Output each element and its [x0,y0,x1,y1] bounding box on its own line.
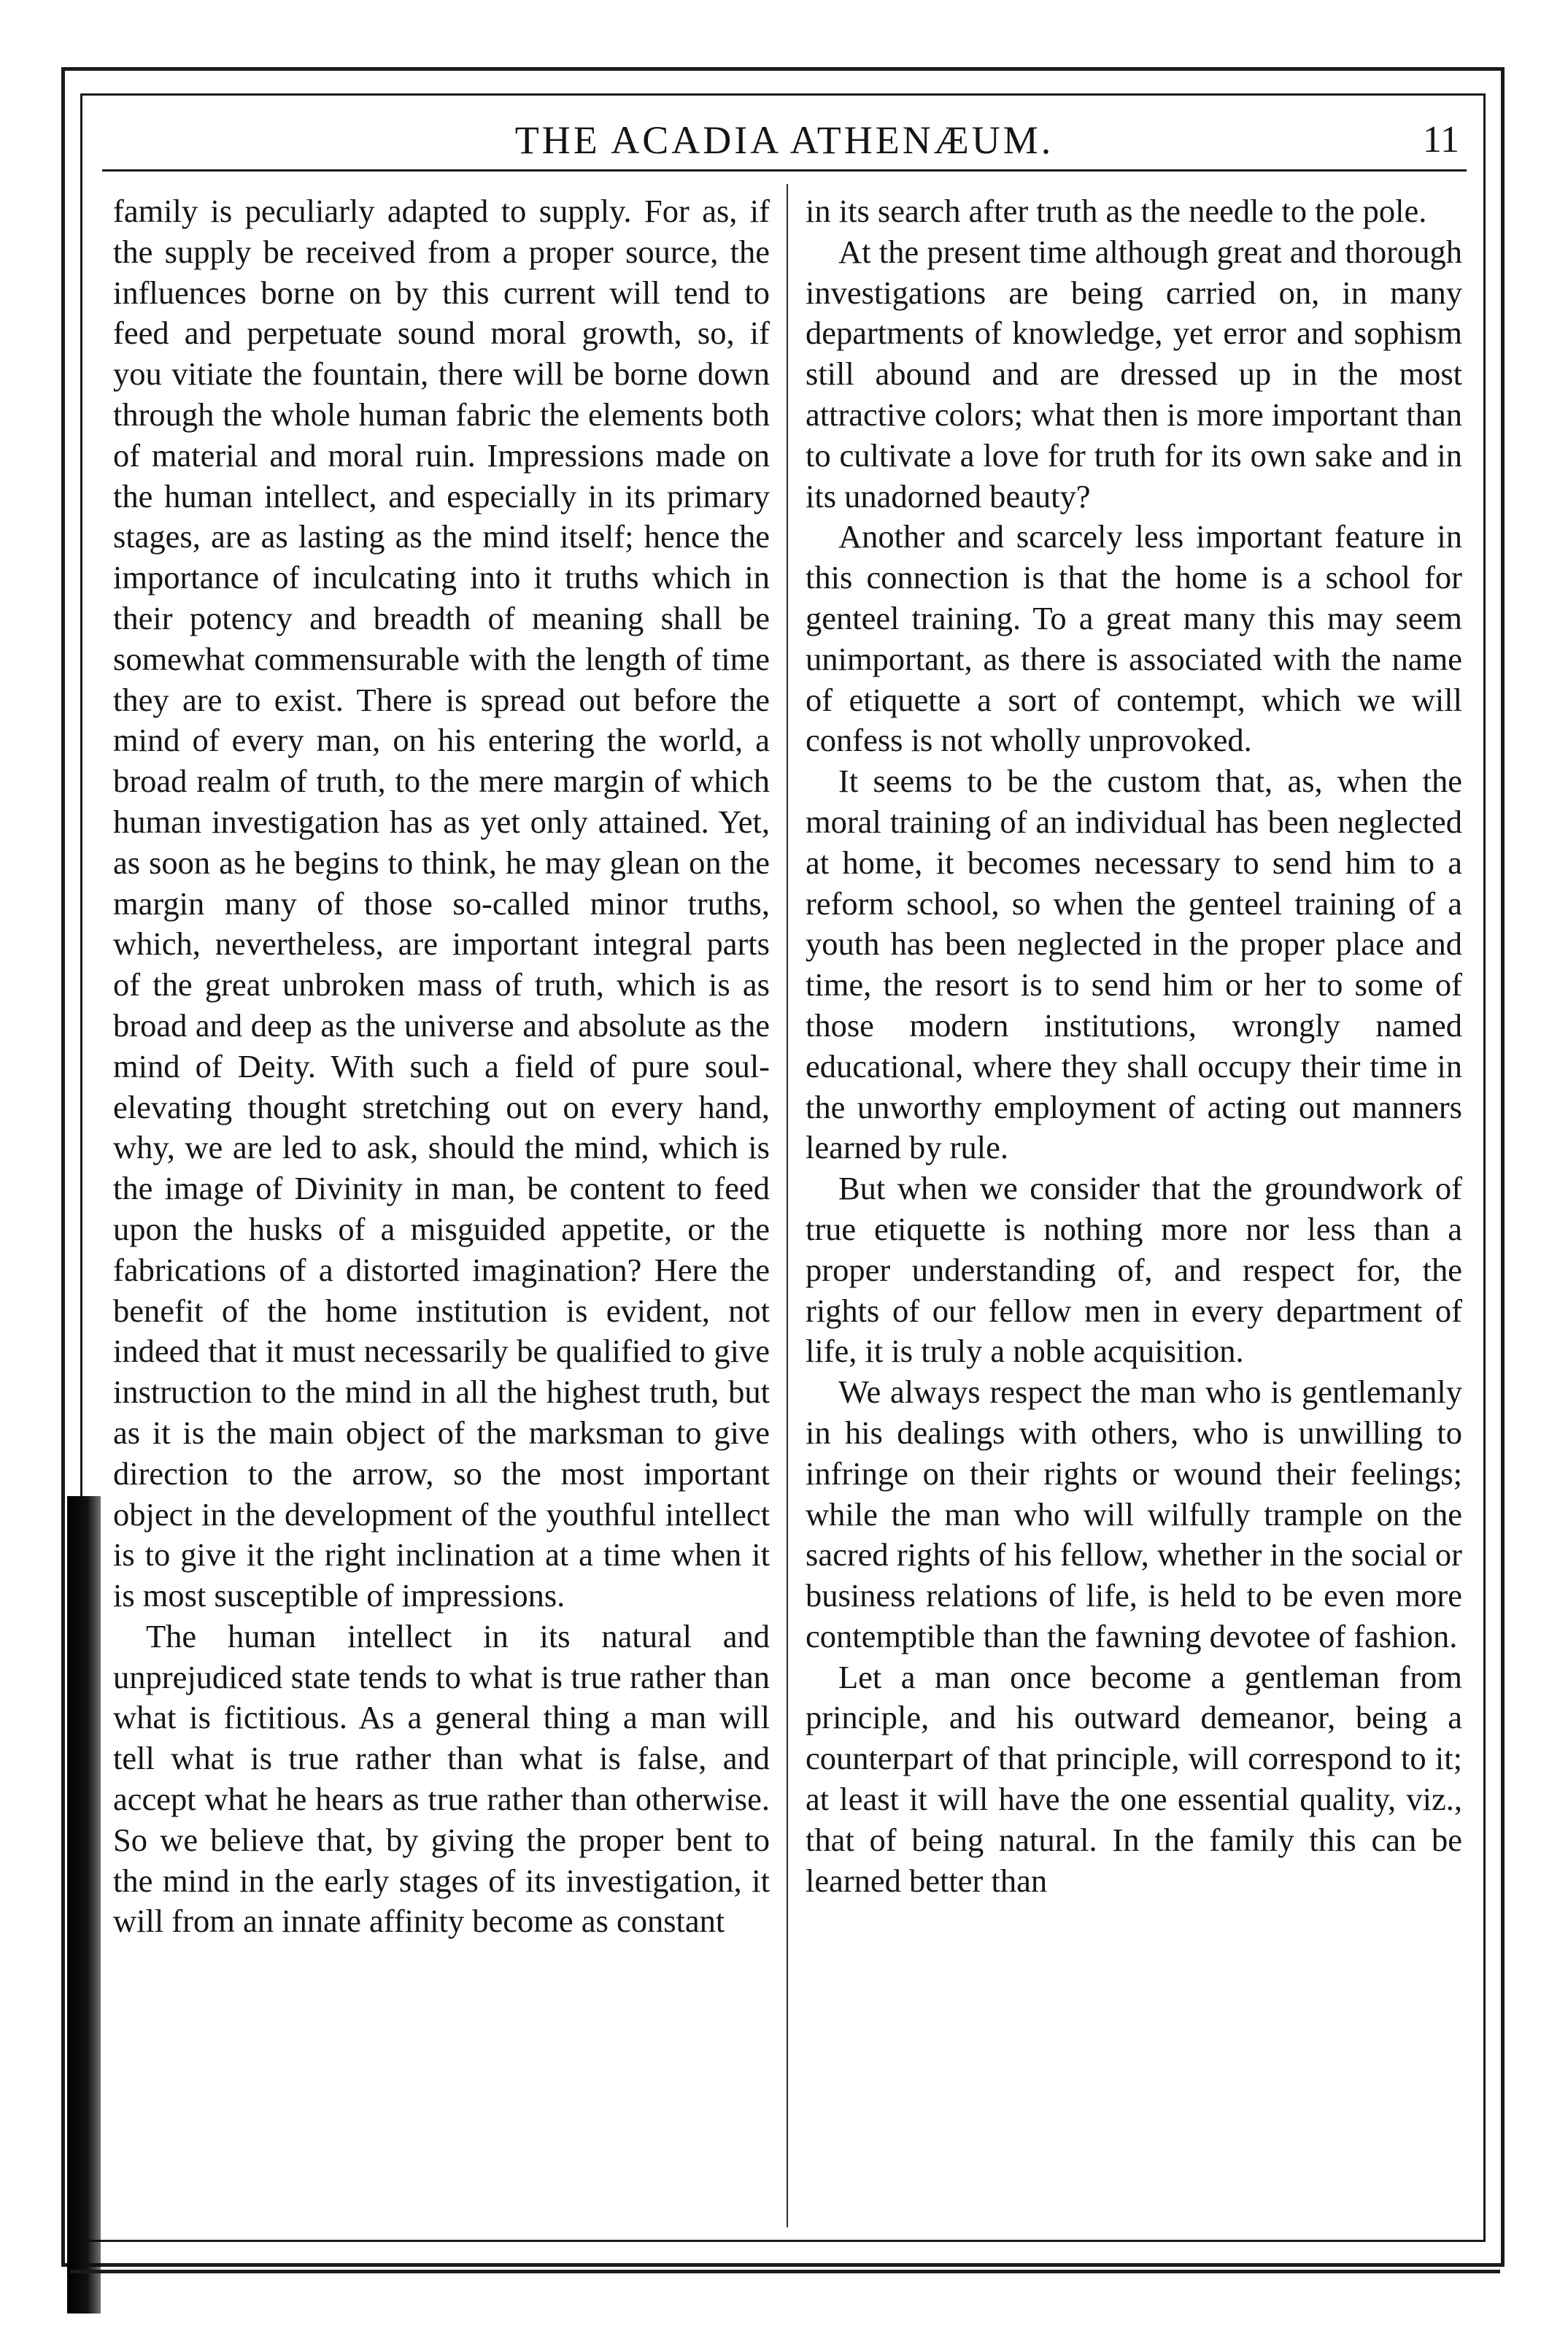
paragraph: in its search after truth as the needle to the pole. [806,193,1427,229]
column-divider [787,184,788,2227]
header-rule [102,169,1467,172]
paragraph: We always respect the man who is gentlemanly in his dealings with others, who is unwilling to infringe on their rights or wound their feelings; while the man who will wilfully trample on the sacred rights of his fellow, whether in the social or business relations of life, is held to be even more contemptible than the fawning devotee of fashion. [806,1373,1462,1654]
running-title: THE ACADIA ATHENÆUM. [514,118,1054,162]
paragraph: family is peculiarly adapted to supply. For as, if the supply be received from a proper source, the influences borne on by this current will tend to feed and perpetuate sound moral growth, so, if you vitiate the fountain, there will be borne down through the whole human fabric the elements both of material and moral ruin. Impressions made on the human intellect, and especially in its primary stages, are as lasting as the mind itself; hence the importance of inculcating into it truths which in their potency and breadth of meaning shall be somewhat commensurable with the length of time they are to exist. There is spread out before the mind of every man, on his entering the world, a broad realm of truth, to the mere margin of which human investigation has as yet only attained. Yet, as soon as he begins to think, he may glean on the margin many of those so-called minor truths, which, nevertheless, are important integral parts of the great unbroken mass of truth, which is as broad and deep as the universe and absolute as the mind of Deity. With such a field of pure soul-elevating thought stretching out on every hand, why, we are led to ask, should the mind, which is the image of Divinity in man, be content to feed upon the husks of a misguided appetite, or the fabrications of a distorted imagination? Here the benefit of the home institution is evident, not indeed that it must necessarily be qualified to give instruction to the mind in all the highest truth, but as it is the main object of the marksman to give direction to the arrow, so the most important object in the development of the youthful intellect is to give it the right inclination at a time when it is most susceptible of impressions. [113,193,770,1614]
left-column [113,191,770,2227]
page-header [109,109,1459,168]
paragraph: The human intellect in its natural and unprejudiced state tends to what is true rather than what is fictitious. As a general thing a man will tell what is true rather than what is false, and accept what he hears as true rather than otherwise. So we believe that, by giving the proper bent to the mind in the early stages of its investigation, it will from an innate affinity become as constant [113,1617,770,1940]
paragraph: But when we consider that the groundwork of true etiquette is nothing more nor less than a proper understanding of, and respect for, the rights of our fellow men in every department of life, it is truly a noble acquisition. [806,1170,1462,1370]
bottom-rule [70,2270,1500,2273]
page-number: 11 [1422,119,1459,161]
paragraph: Let a man once become a gentleman from principle, and his outward demeanor, being a counterpart of that principle, will correspond to it; at least it will have the one essential quality, viz., that of being natural. In the family this can be learned better than [806,1658,1462,1899]
paragraph: It seems to be the custom that, as, when the moral training of an individual has been neglected at home, it becomes necessary to send him to a reform school, so when the genteel training of a youth has been neglected in the proper place and time, the resort is to send him or her to some of those modern institutions, wrongly named educational, where they shall occupy their time in the unworthy employment of acting out manners learned by rule. [806,763,1462,1166]
paragraph: Another and scarcely less important feature in this connection is that the home is a school for genteel training. To a great many this may seem unimportant, as there is associated with the name of etiquette a sort of contempt, which we will confess is not wholly unprovoked. [806,518,1462,759]
binding-shadow [67,1496,101,2313]
paragraph: At the present time although great and thorough investigations are being carried on, in many departments of knowledge, yet error and sophism still abound and are dressed up in the most attractive colors; what then is more important than to cultivate a love for truth for its own sake and in its unadorned beauty? [806,233,1462,515]
right-column [806,191,1462,2227]
